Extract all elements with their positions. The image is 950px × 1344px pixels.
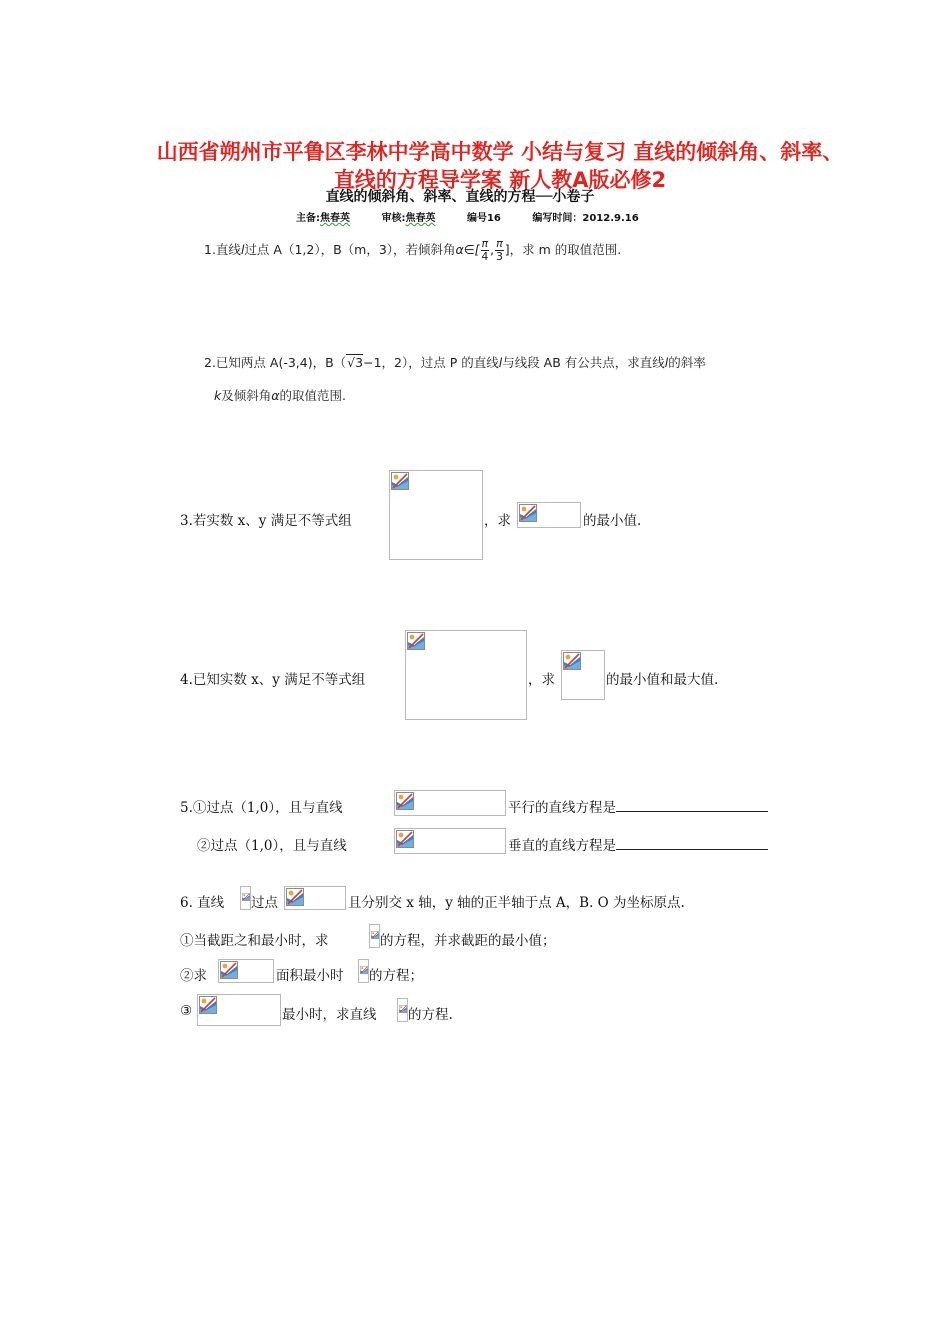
question-4-text-a: 4.已知实数 x、y 满足不等式组 bbox=[180, 672, 366, 688]
answer-blank[interactable] bbox=[616, 836, 768, 850]
broken-image-icon bbox=[519, 504, 537, 522]
line-symbol-image bbox=[358, 959, 369, 983]
question-6-2-text-a: ②求 bbox=[180, 968, 207, 984]
worksheet-subtitle: 直线的倾斜角、斜率、直线的方程──小卷子 bbox=[325, 189, 595, 205]
question-4-text-b: ，求 bbox=[528, 672, 555, 688]
worksheet-meta bbox=[296, 209, 667, 224]
question-5-1-text-b: 平行的直线方程是 bbox=[508, 796, 768, 816]
question-5-2-text-b: 垂直的直线方程是 bbox=[508, 834, 768, 854]
broken-image-icon bbox=[220, 961, 238, 979]
point-coordinate-image bbox=[284, 886, 346, 910]
editor-name: 焦春英 bbox=[320, 213, 350, 224]
question-6-1-text-b: 的方程，并求截距的最小值； bbox=[380, 933, 556, 949]
line-symbol-image bbox=[369, 924, 380, 948]
answer-blank[interactable] bbox=[616, 798, 768, 812]
reviewer-name: 焦春英 bbox=[405, 213, 436, 224]
worksheet-date: 编写时间：2012.9.16 bbox=[532, 213, 639, 224]
question-3-text-a: 3.若实数 x、y 满足不等式组 bbox=[180, 513, 352, 529]
question-6-text-a: 6. 直线 bbox=[180, 895, 225, 911]
broken-image-icon bbox=[407, 632, 425, 650]
broken-image-icon bbox=[563, 652, 581, 670]
sqrt-3: √3 bbox=[347, 355, 364, 370]
question-2-line-2: k及倾斜角α的取值范围. bbox=[214, 388, 346, 403]
question-5-1-text-a: 5.①过点（1,0），且与直线 bbox=[180, 800, 343, 816]
line-symbol-image bbox=[397, 998, 408, 1022]
editor-label: 主备: bbox=[296, 213, 320, 224]
triangle-symbol-image bbox=[218, 959, 274, 983]
fraction-pi-4: $\frac{\pi}{4}$ bbox=[481, 237, 489, 263]
question-1: 1.直线l过点 A（1,2），B（m，3），若倾斜角α∈[ $\frac{\pi}{4}$ , $\frac{\pi}{3}$ ]，求 m 的取值范围. bbox=[204, 237, 622, 263]
objective-expression-image bbox=[561, 650, 605, 700]
question-3-text-b: ，求 bbox=[484, 513, 511, 529]
product-expression-image bbox=[197, 994, 281, 1026]
broken-image-icon bbox=[399, 1000, 407, 1018]
broken-image-icon bbox=[371, 926, 379, 944]
question-6-3-text-a: ③ bbox=[180, 1003, 193, 1019]
question-6-1-text-a: ①当截距之和最小时，求 bbox=[180, 933, 329, 949]
line-equation-image bbox=[394, 790, 506, 816]
broken-image-icon bbox=[391, 472, 409, 490]
question-6-3-text-c: 的方程. bbox=[408, 1007, 453, 1023]
broken-image-icon bbox=[396, 830, 414, 848]
document-title: 山西省朔州市平鲁区李林中学高中数学 小结与复习 直线的倾斜角、斜率、直线的方程导学案 新人教A版必修2 bbox=[156, 140, 844, 192]
question-6-text-b: 过点 bbox=[251, 895, 278, 911]
question-3-text-c: 的最小值. bbox=[583, 513, 642, 529]
line-equation-image bbox=[394, 828, 506, 854]
broken-image-icon bbox=[360, 961, 368, 979]
broken-image-icon bbox=[242, 888, 250, 906]
reviewer-label: 审核: bbox=[381, 213, 406, 224]
question-4-text-c: 的最小值和最大值. bbox=[606, 672, 719, 688]
broken-image-icon bbox=[396, 792, 414, 810]
question-6-text-c: 且分别交 x 轴，y 轴的正半轴于点 A，B. O 为坐标原点. bbox=[348, 895, 685, 911]
question-6-2-text-b: 面积最小时 bbox=[276, 968, 344, 984]
question-5-2-text-a: ②过点（1,0），且与直线 bbox=[197, 838, 347, 854]
question-6-3-text-b: 最小时，求直线 bbox=[282, 1007, 377, 1023]
question-6-2-text-c: 的方程； bbox=[369, 968, 423, 984]
inequality-system-image bbox=[405, 630, 527, 720]
question-2-line-1: 2.已知两点 A(-3,4)，B（√3−1，2），过点 P 的直线l与线段 AB 有公共点，求直线l的斜率 bbox=[204, 355, 706, 370]
broken-image-icon bbox=[199, 996, 217, 1014]
objective-expression-image bbox=[517, 502, 581, 528]
worksheet-number: 编号16 bbox=[466, 213, 501, 224]
line-symbol-image bbox=[240, 886, 251, 910]
fraction-pi-3: $\frac{\pi}{3}$ bbox=[495, 237, 503, 263]
broken-image-icon bbox=[286, 888, 304, 906]
inequality-system-image bbox=[389, 470, 483, 560]
